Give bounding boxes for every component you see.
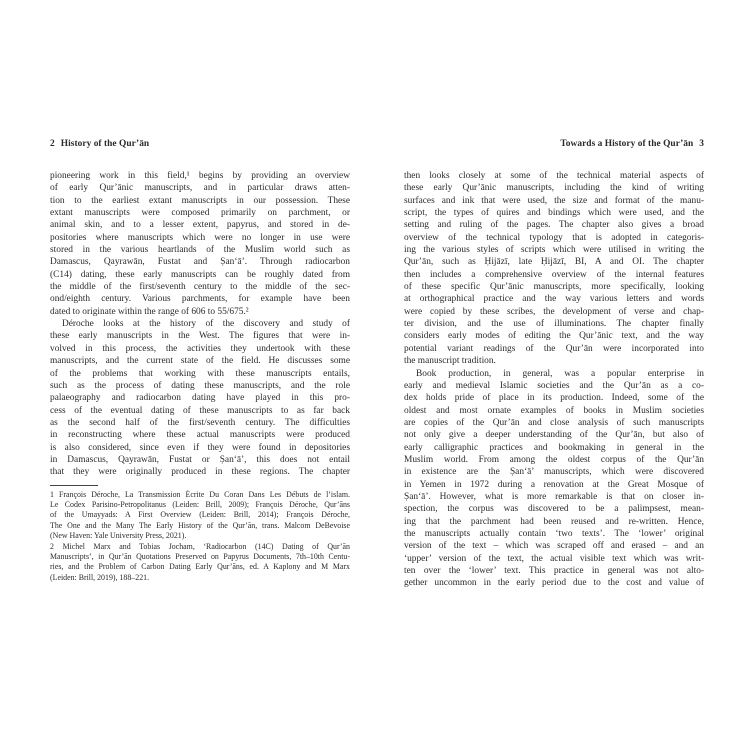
text-line: in reconstructing where these actual manuscripts were produced — [50, 430, 350, 441]
text-line: overview of the technical typology that is adopted in categoris- — [404, 232, 704, 243]
text-line: palaeography and radiocarbon dating have played in this pro- — [50, 393, 350, 404]
text-line: dated to originate within the range of 606 to 55/675.² — [50, 306, 249, 317]
text-line: version of the text – which was scraped off and erased – and an — [404, 541, 704, 552]
text-line: cess of the eventual dating of these manuscripts to as far back — [50, 405, 350, 416]
text-line: as the second half of the first/seventh century. The difficulties — [50, 417, 350, 428]
text-line: of early Qur’ānic manuscripts, and in particular draws atten- — [50, 183, 350, 194]
text-line: Damascus, Qayrawān, Fustat and Ṣan‘ā’. Through radiocarbon — [50, 257, 350, 268]
text-line: Qur’ān, such as Ḥijāzī, late Ḥijāzī, BI, A and OI. The chapter — [404, 257, 704, 268]
text-line: of the problems that working with these manuscripts entails, — [50, 368, 350, 379]
text-line: setting and ruling of the pages. The chapter also gives a broad — [404, 220, 704, 231]
text-line: positories where manuscripts which were no longer in use were — [50, 232, 350, 243]
text-line: that they were originally produced in these regions. The chapter — [50, 467, 350, 478]
right-page — [404, 138, 704, 590]
text-line: ten over the ‘lower’ text. This practice in general was not alto- — [404, 566, 704, 576]
text-line: early calligraphic practices and bookmaking in general in the — [404, 442, 704, 453]
text-line: the manuscripts actually contain ‘two texts’. The ‘lower’ original — [404, 528, 704, 539]
text-line: volved in this process, the activities they undertook with these — [50, 343, 350, 354]
text-line: ing the various styles of scripts which were utilised in writing the — [404, 245, 704, 256]
footnote-rule — [50, 485, 98, 486]
text-line: not only give a deeper understanding of the Qur’ān, but also of — [404, 430, 704, 441]
running-head: Towards a History of the Qur’ān — [560, 139, 694, 149]
text-line: Déroche looks at the history of the discovery and study of — [62, 319, 350, 330]
left-page-body — [50, 170, 350, 479]
footnote-line: (New Haven: Yale University Press, 2021). — [50, 531, 187, 541]
text-line: potential variant readings of the Qur’ān were incorporated into — [404, 343, 704, 354]
left-page — [50, 138, 350, 583]
text-line: then includes a comprehensive overview of the internal features — [404, 269, 704, 280]
text-line: Muslim world. From among the oldest corpus of the Qur’ān — [404, 454, 704, 465]
text-line: the middle of the first/seventh century to the middle of the sec- — [50, 282, 350, 293]
text-line: these early manuscripts in the West. The figures that were in- — [50, 331, 350, 342]
text-line: of these specific Qur’ānic manuscripts, more specifically, looking — [404, 282, 704, 293]
text-line: ‘upper’ version of the text, the actual visible text which was writ- — [404, 553, 704, 564]
footnote-line: 2 Michel Marx and Tobias Jocham, ‘Radiocarbon (14C) Dating of Qur’ān — [50, 541, 350, 551]
text-line: ond/eighth century. Various parchments, for example have been — [50, 294, 350, 305]
text-line: gether uncommon in the early period due to the cost and value of — [404, 578, 704, 589]
text-line: surfaces and ink that were used, the size and format of the manu- — [404, 195, 704, 206]
text-line: in existence are the Ṣan‘ā’ manuscripts, which were discovered — [404, 467, 704, 478]
text-line: extant manuscripts were composed primarily on parchment, or — [50, 208, 350, 219]
text-line: tion to the earliest extant manuscripts in our possession. These — [50, 195, 350, 206]
footnote-line: The One and the Many The Early History of the Qur’ān, trans. Malcom DeBevoise — [50, 520, 350, 530]
text-line: these early Qur’ānic manuscripts, including the kind of writing — [404, 183, 704, 194]
text-line: were copied by these scribes, the development of verse and chap- — [404, 306, 704, 317]
text-line: ing that the parchment had been reused and re-written. Hence, — [404, 516, 704, 527]
text-line: ter division, and the use of illuminations. The chapter finally — [404, 319, 704, 330]
footnote-line: (Leiden: Brill, 2019), 188–221. — [50, 572, 150, 582]
text-line: stored in the various heartlands of the Muslim world such as — [50, 245, 350, 256]
running-head: History of the Qur’ān — [60, 139, 150, 149]
text-line: Ṣan‘ā’. However, what is more remarkable is that on closer in- — [404, 491, 704, 502]
text-line: pioneering work in this field,¹ begins by providing an overview — [50, 171, 350, 181]
text-line: at orthographical practice and the way various letters and words — [404, 294, 704, 305]
right-page-header — [404, 138, 704, 150]
footnotes — [50, 490, 350, 584]
text-line: Book production, in general, was a popular enterprise in — [416, 368, 704, 379]
text-line: spection, the corpus was discovered to be a palimpsest, mean- — [404, 504, 704, 515]
text-line: then looks closely at some of the technical material aspects of — [404, 171, 704, 181]
footnote-line: ries, and the Problem of Carbon Dating Early Qur’āns, ed. A Kaplony and M Marx — [50, 562, 350, 572]
text-line: early and medieval Islamic societies and the Qur’ān as a co- — [404, 380, 704, 391]
text-line: such as the process of dating these manuscripts, and the role — [50, 380, 350, 391]
text-line: are copies of the Qur’ān and close analysis of such manuscripts — [404, 417, 704, 428]
page-number: 3 — [699, 139, 704, 149]
page-number: 2 — [50, 139, 55, 149]
footnote-line: Manuscripts’, in Qur’ān Quotations Preserved on Papyrus Documents, 7th–10th Centu- — [50, 551, 350, 561]
text-line: dex holds pride of place in its production. Indeed, some of the — [404, 393, 704, 404]
text-line: oldest and most ornate examples of books in Muslim societies — [404, 405, 704, 416]
footnote-line: 1 François Déroche, La Transmission Écrite Du Coran Dans Les Débuts de l’islam. — [50, 489, 350, 499]
text-line: script, the types of quires and bindings which were used, and the — [404, 208, 704, 219]
text-line: in Yemen in 1972 during a renovation at the Great Mosque of — [404, 479, 704, 490]
text-line: in Damascus, Qayrawān, Fustat or Ṣan‘ā’, this does not entail — [50, 454, 350, 465]
text-line: (C14) dating, these early manuscripts can be roughly dated from — [50, 269, 350, 280]
text-line: is also considered, since even if they were found in depositories — [50, 442, 350, 453]
footnote-line: Le Codex Parisino-Petropolitanus (Leiden: Brill, 2009); François Déroche, Qur’āns — [50, 499, 350, 509]
text-line: manuscripts, and the current state of the field. He discusses some — [50, 356, 350, 367]
right-page-body — [404, 170, 704, 590]
left-page-header — [50, 138, 350, 150]
footnote-line: of the Umayyads: A First Overview (Leiden: Brill, 2014); François Déroche, — [50, 510, 350, 520]
text-line: the manuscript tradition. — [404, 356, 496, 367]
text-line: animal skin, and to a lesser extent, papyrus, and stored in de- — [50, 220, 350, 231]
text-line: considers early modes of editing the Qur’ānic text, and the way — [404, 331, 704, 342]
